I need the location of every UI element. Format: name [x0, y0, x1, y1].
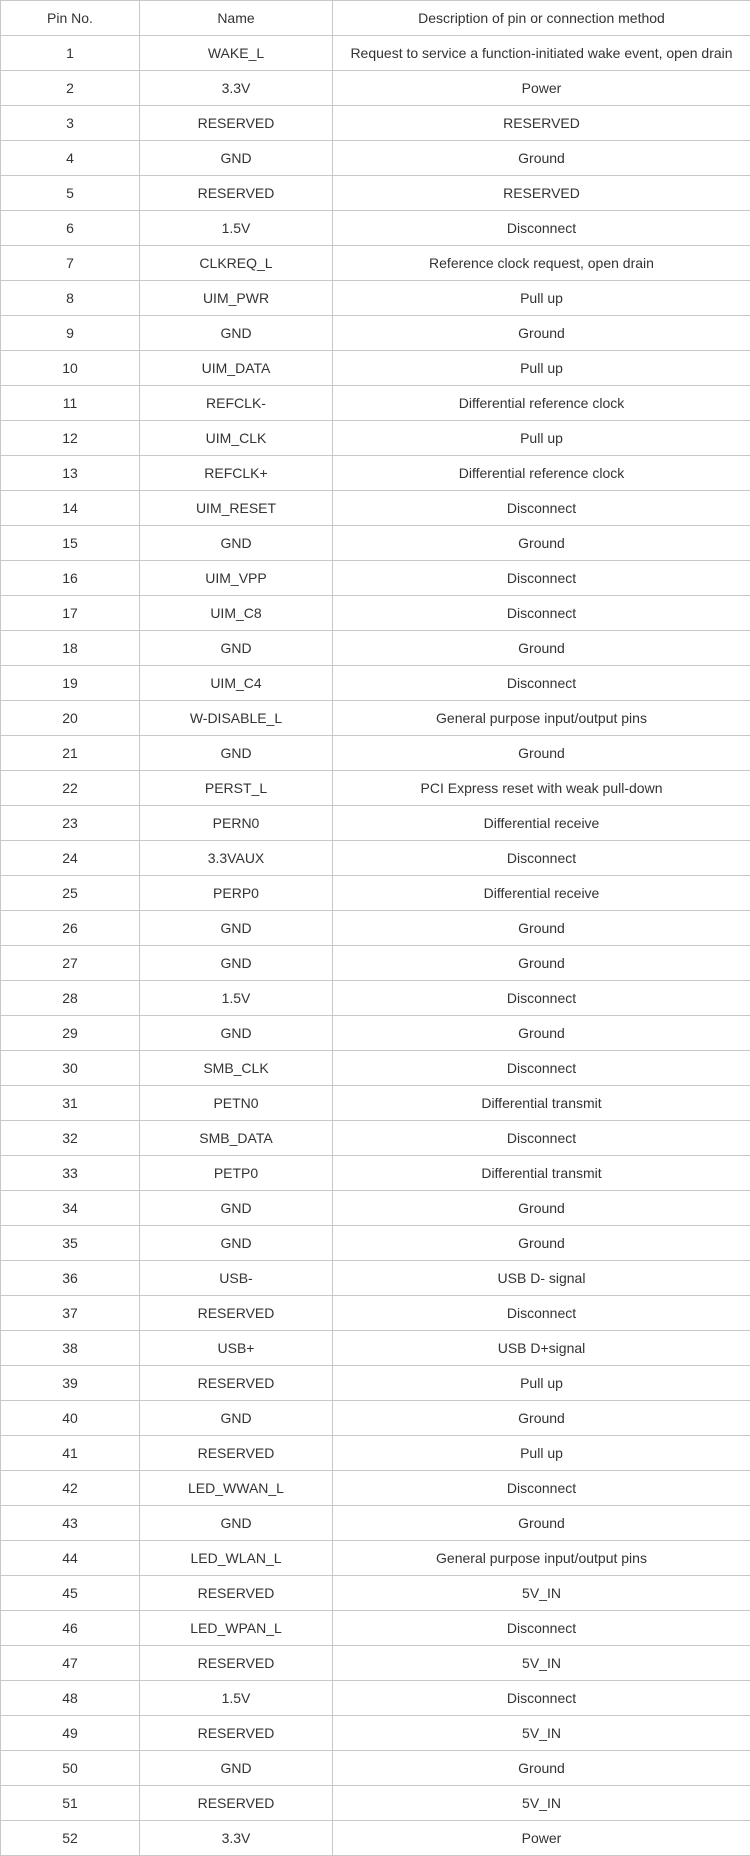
pin-number-cell: 46: [1, 1611, 140, 1646]
pin-name-cell: GND: [140, 316, 333, 351]
table-row: [1, 1821, 750, 1856]
table-row: [1, 876, 750, 911]
pin-number-cell: 15: [1, 526, 140, 561]
pin-number-cell: 14: [1, 491, 140, 526]
pin-description-cell: 5V_IN: [333, 1786, 750, 1821]
pin-description-cell: Disconnect: [333, 491, 750, 526]
pin-number-cell: 3: [1, 106, 140, 141]
table-row: [1, 1506, 750, 1541]
pin-name-cell: RESERVED: [140, 106, 333, 141]
pin-number-cell: 48: [1, 1681, 140, 1716]
pin-name-cell: GND: [140, 911, 333, 946]
table-row: [1, 386, 750, 421]
pin-number-cell: 24: [1, 841, 140, 876]
pin-description-cell: Power: [333, 1821, 750, 1856]
pin-number-cell: 17: [1, 596, 140, 631]
table-row: [1, 1296, 750, 1331]
pin-number-cell: 29: [1, 1016, 140, 1051]
table-row: [1, 911, 750, 946]
pin-name-cell: UIM_VPP: [140, 561, 333, 596]
pin-description-cell: Disconnect: [333, 981, 750, 1016]
pin-number-cell: 8: [1, 281, 140, 316]
pin-description-cell: Ground: [333, 1401, 750, 1436]
pin-description-cell: Ground: [333, 946, 750, 981]
pin-description-cell: Ground: [333, 736, 750, 771]
pin-name-cell: UIM_C4: [140, 666, 333, 701]
pin-number-cell: 21: [1, 736, 140, 771]
pin-name-cell: RESERVED: [140, 176, 333, 211]
table-row: [1, 1541, 750, 1576]
pin-description-cell: 5V_IN: [333, 1716, 750, 1751]
pin-number-cell: 40: [1, 1401, 140, 1436]
pin-description-cell: Disconnect: [333, 596, 750, 631]
pin-name-cell: GND: [140, 1191, 333, 1226]
pin-name-cell: SMB_DATA: [140, 1121, 333, 1156]
pin-description-cell: Ground: [333, 1751, 750, 1786]
pin-name-cell: GND: [140, 1226, 333, 1261]
table-row: [1, 1226, 750, 1261]
pin-description-cell: Pull up: [333, 351, 750, 386]
pin-description-cell: Disconnect: [333, 1471, 750, 1506]
pin-description-cell: Differential reference clock: [333, 456, 750, 491]
table-row: [1, 596, 750, 631]
pin-name-cell: 1.5V: [140, 981, 333, 1016]
pin-description-cell: USB D+signal: [333, 1331, 750, 1366]
pin-number-cell: 7: [1, 246, 140, 281]
pin-number-cell: 50: [1, 1751, 140, 1786]
pin-number-cell: 42: [1, 1471, 140, 1506]
pin-name-cell: UIM_PWR: [140, 281, 333, 316]
pin-number-cell: 41: [1, 1436, 140, 1471]
pin-name-cell: UIM_C8: [140, 596, 333, 631]
pin-description-cell: 5V_IN: [333, 1646, 750, 1681]
table-row: [1, 1716, 750, 1751]
pin-name-cell: UIM_RESET: [140, 491, 333, 526]
pin-name-cell: RESERVED: [140, 1436, 333, 1471]
pin-number-cell: 27: [1, 946, 140, 981]
pin-description-cell: RESERVED: [333, 106, 750, 141]
pin-number-cell: 6: [1, 211, 140, 246]
pin-description-cell: Power: [333, 71, 750, 106]
pin-description-cell: Disconnect: [333, 211, 750, 246]
pin-name-cell: 3.3V: [140, 1821, 333, 1856]
pin-number-cell: 9: [1, 316, 140, 351]
pin-number-cell: 12: [1, 421, 140, 456]
pin-number-cell: 20: [1, 701, 140, 736]
table-row: [1, 456, 750, 491]
pin-description-cell: Disconnect: [333, 1611, 750, 1646]
pin-number-cell: 35: [1, 1226, 140, 1261]
table-row: [1, 1646, 750, 1681]
table-row: [1, 1016, 750, 1051]
pin-number-cell: 39: [1, 1366, 140, 1401]
pin-number-cell: 10: [1, 351, 140, 386]
table-row: [1, 561, 750, 596]
table-row: [1, 1331, 750, 1366]
pin-description-cell: RESERVED: [333, 176, 750, 211]
table-row: [1, 1751, 750, 1786]
pin-description-cell: Differential transmit: [333, 1086, 750, 1121]
pin-description-cell: Pull up: [333, 1366, 750, 1401]
pin-name-cell: 3.3VAUX: [140, 841, 333, 876]
table-row: [1, 1681, 750, 1716]
pin-name-cell: RESERVED: [140, 1366, 333, 1401]
table-row: [1, 1191, 750, 1226]
pin-description-cell: Disconnect: [333, 1681, 750, 1716]
pin-name-cell: GND: [140, 141, 333, 176]
pin-name-cell: GND: [140, 1401, 333, 1436]
table-header: [1, 1, 750, 36]
pin-name-cell: LED_WLAN_L: [140, 1541, 333, 1576]
pin-number-cell: 25: [1, 876, 140, 911]
header-description: Description of pin or connection method: [333, 1, 750, 36]
pin-description-cell: Request to service a function-initiated wake event, open drain: [333, 36, 750, 71]
table-row: [1, 526, 750, 561]
pin-name-cell: PERST_L: [140, 771, 333, 806]
pin-description-cell: Pull up: [333, 421, 750, 456]
table-row: [1, 421, 750, 456]
table-row: [1, 946, 750, 981]
table-body: [1, 36, 750, 1856]
table-row: [1, 1471, 750, 1506]
header-pin-no: Pin No.: [1, 1, 140, 36]
pin-description-cell: Pull up: [333, 1436, 750, 1471]
pin-name-cell: GND: [140, 736, 333, 771]
pin-description-cell: USB D- signal: [333, 1261, 750, 1296]
pin-name-cell: RESERVED: [140, 1716, 333, 1751]
table-row: [1, 701, 750, 736]
table-row: [1, 1576, 750, 1611]
pin-number-cell: 5: [1, 176, 140, 211]
pin-description-cell: Disconnect: [333, 1051, 750, 1086]
pin-description-cell: Ground: [333, 1016, 750, 1051]
pin-name-cell: USB+: [140, 1331, 333, 1366]
table-row: [1, 281, 750, 316]
pin-name-cell: RESERVED: [140, 1646, 333, 1681]
pin-number-cell: 11: [1, 386, 140, 421]
pin-description-cell: 5V_IN: [333, 1576, 750, 1611]
pin-number-cell: 45: [1, 1576, 140, 1611]
pin-description-cell: Differential transmit: [333, 1156, 750, 1191]
table-row: [1, 71, 750, 106]
pin-name-cell: 1.5V: [140, 211, 333, 246]
pin-name-cell: SMB_CLK: [140, 1051, 333, 1086]
pin-number-cell: 44: [1, 1541, 140, 1576]
pin-description-cell: Ground: [333, 141, 750, 176]
pin-number-cell: 1: [1, 36, 140, 71]
table-row: [1, 1156, 750, 1191]
pin-number-cell: 31: [1, 1086, 140, 1121]
table-row: [1, 106, 750, 141]
pin-number-cell: 16: [1, 561, 140, 596]
pin-description-cell: Disconnect: [333, 666, 750, 701]
pin-description-cell: Reference clock request, open drain: [333, 246, 750, 281]
table-row: [1, 176, 750, 211]
pin-number-cell: 38: [1, 1331, 140, 1366]
pin-number-cell: 36: [1, 1261, 140, 1296]
table-row: [1, 1366, 750, 1401]
table-row: [1, 141, 750, 176]
pin-name-cell: UIM_DATA: [140, 351, 333, 386]
table-row: [1, 246, 750, 281]
table-row: [1, 666, 750, 701]
pin-description-cell: PCI Express reset with weak pull-down: [333, 771, 750, 806]
pin-name-cell: GND: [140, 946, 333, 981]
pin-number-cell: 23: [1, 806, 140, 841]
table-row: [1, 211, 750, 246]
pin-number-cell: 37: [1, 1296, 140, 1331]
pin-number-cell: 18: [1, 631, 140, 666]
pin-description-cell: Ground: [333, 316, 750, 351]
pin-number-cell: 22: [1, 771, 140, 806]
pin-name-cell: LED_WWAN_L: [140, 1471, 333, 1506]
table-row: [1, 1611, 750, 1646]
pin-description-cell: General purpose input/output pins: [333, 1541, 750, 1576]
table-row: [1, 1401, 750, 1436]
pin-number-cell: 2: [1, 71, 140, 106]
table-row: [1, 1086, 750, 1121]
pin-number-cell: 19: [1, 666, 140, 701]
table-row: [1, 1786, 750, 1821]
pin-number-cell: 47: [1, 1646, 140, 1681]
pin-description-cell: Disconnect: [333, 841, 750, 876]
pin-description-cell: Disconnect: [333, 561, 750, 596]
pin-number-cell: 13: [1, 456, 140, 491]
header-row: [1, 1, 750, 36]
pin-number-cell: 26: [1, 911, 140, 946]
pin-description-cell: Differential reference clock: [333, 386, 750, 421]
pin-name-cell: UIM_CLK: [140, 421, 333, 456]
pin-name-cell: REFCLK-: [140, 386, 333, 421]
pin-number-cell: 28: [1, 981, 140, 1016]
pin-number-cell: 49: [1, 1716, 140, 1751]
pin-name-cell: 1.5V: [140, 1681, 333, 1716]
pin-number-cell: 51: [1, 1786, 140, 1821]
pin-name-cell: RESERVED: [140, 1786, 333, 1821]
pin-description-cell: Disconnect: [333, 1121, 750, 1156]
table-row: [1, 806, 750, 841]
pin-name-cell: W-DISABLE_L: [140, 701, 333, 736]
table-row: [1, 1261, 750, 1296]
pin-name-cell: PERN0: [140, 806, 333, 841]
table-row: [1, 771, 750, 806]
pin-name-cell: GND: [140, 631, 333, 666]
pin-name-cell: RESERVED: [140, 1296, 333, 1331]
table-row: [1, 36, 750, 71]
table-row: [1, 631, 750, 666]
pin-description-cell: General purpose input/output pins: [333, 701, 750, 736]
pin-name-cell: GND: [140, 1506, 333, 1541]
pin-name-cell: 3.3V: [140, 71, 333, 106]
pin-description-cell: Disconnect: [333, 1296, 750, 1331]
pin-description-cell: Differential receive: [333, 806, 750, 841]
pin-number-cell: 34: [1, 1191, 140, 1226]
pin-description-cell: Ground: [333, 526, 750, 561]
pin-name-cell: GND: [140, 1016, 333, 1051]
pin-name-cell: PETP0: [140, 1156, 333, 1191]
table-row: [1, 491, 750, 526]
pin-name-cell: PERP0: [140, 876, 333, 911]
pin-name-cell: GND: [140, 1751, 333, 1786]
pin-number-cell: 32: [1, 1121, 140, 1156]
pin-number-cell: 52: [1, 1821, 140, 1856]
pin-number-cell: 4: [1, 141, 140, 176]
pin-number-cell: 43: [1, 1506, 140, 1541]
pin-name-cell: USB-: [140, 1261, 333, 1296]
pin-name-cell: LED_WPAN_L: [140, 1611, 333, 1646]
pin-name-cell: PETN0: [140, 1086, 333, 1121]
pin-description-cell: Ground: [333, 1191, 750, 1226]
pin-number-cell: 33: [1, 1156, 140, 1191]
table-row: [1, 981, 750, 1016]
pin-name-cell: CLKREQ_L: [140, 246, 333, 281]
table-row: [1, 316, 750, 351]
pin-name-cell: REFCLK+: [140, 456, 333, 491]
pin-name-cell: WAKE_L: [140, 36, 333, 71]
pin-description-cell: Ground: [333, 1226, 750, 1261]
pin-description-cell: Ground: [333, 1506, 750, 1541]
table-row: [1, 1051, 750, 1086]
pin-description-cell: Ground: [333, 911, 750, 946]
pin-name-cell: RESERVED: [140, 1576, 333, 1611]
table-row: [1, 351, 750, 386]
pin-number-cell: 30: [1, 1051, 140, 1086]
pin-description-cell: Differential receive: [333, 876, 750, 911]
header-name: Name: [140, 1, 333, 36]
table-row: [1, 1436, 750, 1471]
table-row: [1, 841, 750, 876]
pin-name-cell: GND: [140, 526, 333, 561]
table-row: [1, 1121, 750, 1156]
pin-description-cell: Pull up: [333, 281, 750, 316]
pin-description-cell: Ground: [333, 631, 750, 666]
table-row: [1, 736, 750, 771]
